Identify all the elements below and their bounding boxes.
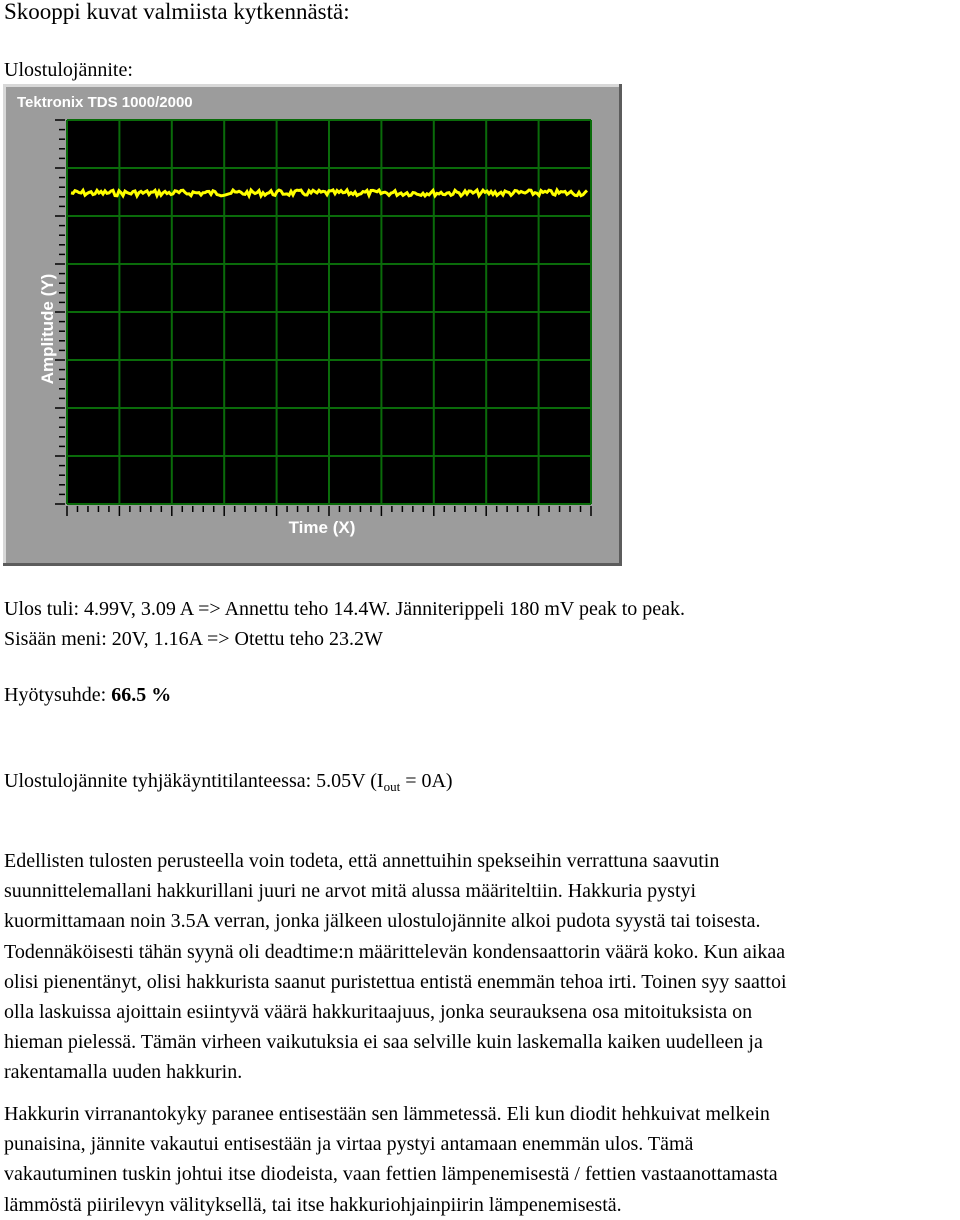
conclusion-paragraph — [4, 846, 960, 1088]
scope-title: Tektronix TDS 1000/2000 — [17, 94, 193, 111]
idle-label: Ulostulojännite tyhjäkäyntitilanteessa: 5.05V (I — [4, 770, 384, 792]
oscilloscope-screenshot — [3, 84, 622, 566]
paragraph-line: vakautuminen tuskin johtui itse diodeista, vaan fettien lämpenemisestä / fettien vastaanottamasta — [4, 1163, 778, 1186]
result-output-line: Ulos tuli: 4.99V, 3.09 A => Annettu teho 14.4W. Jänniterippeli 180 mV peak to peak. — [4, 598, 686, 620]
paragraph-line: punaisina, jännite vakautui entisestään ja virtaa pystyi antamaan enemmän ulos. Tämä — [4, 1133, 694, 1156]
idle-subscript: out — [383, 779, 401, 794]
idle-voltage-line — [4, 766, 453, 802]
efficiency-label: Hyötysuhde: — [4, 684, 112, 706]
paragraph-line: Edellisten tulosten perusteella voin todeta, että annettuihin spekseihin verrattuna saavutin — [4, 850, 720, 872]
x-axis-label: Time (X) — [288, 518, 356, 537]
paragraph-line: hieman pielessä. Tämän virheen vaikutuksia ei saa selville kuin laskemalla kaiken uudelleen ja — [4, 1031, 763, 1054]
paragraph-line: olla laskuissa ajoittain esiintyvä väärä hakkuritaajuus, jonka seurauksena osa mitoituksista on — [4, 1001, 753, 1024]
paragraph-line: Todennäköisesti tähän syynä oli deadtime:n määrittelevän kondensaattorin väärä koko. Kun aikaa — [4, 940, 786, 963]
efficiency-line — [4, 680, 171, 710]
heat-paragraph — [4, 1099, 960, 1220]
paragraph-line: olisi pienentänyt, olisi hakkurista saanut puristettua entistä enemmän tehoa irti. Toinen syy saattoi — [4, 970, 787, 993]
paragraph-line: suunnittelemallani hakkurillani juuri ne arvot mitä alussa määriteltiin. Hakkuria pystyi — [4, 880, 697, 903]
paragraph-line: Hakkurin virranantokyky paranee entisestään sen lämmetessä. Eli kun diodit hehkuivat melkein — [4, 1103, 770, 1125]
page-heading: Skooppi kuvat valmiista kytkennästä: — [4, 0, 350, 24]
idle-tail: = 0A) — [400, 770, 453, 792]
efficiency-value: 66.5 % — [111, 684, 172, 706]
y-axis-label: Amplitude (Y) — [38, 273, 57, 385]
section-subheading: Ulostulojännite: — [4, 59, 133, 81]
paragraph-line: kuormittamaan noin 3.5A verran, jonka jälkeen ulostulojännite alkoi pudota syystä tai toisesta. — [4, 910, 761, 933]
paragraph-line: rakentamalla uuden hakkurin. — [4, 1061, 243, 1084]
result-input-line: Sisään meni: 20V, 1.16A => Otettu teho 23.2W — [4, 628, 383, 650]
paragraph-line: lämmöstä piirilevyn välityksellä, tai itse hakkuriohjainpiirin lämpenemisestä. — [4, 1193, 622, 1216]
